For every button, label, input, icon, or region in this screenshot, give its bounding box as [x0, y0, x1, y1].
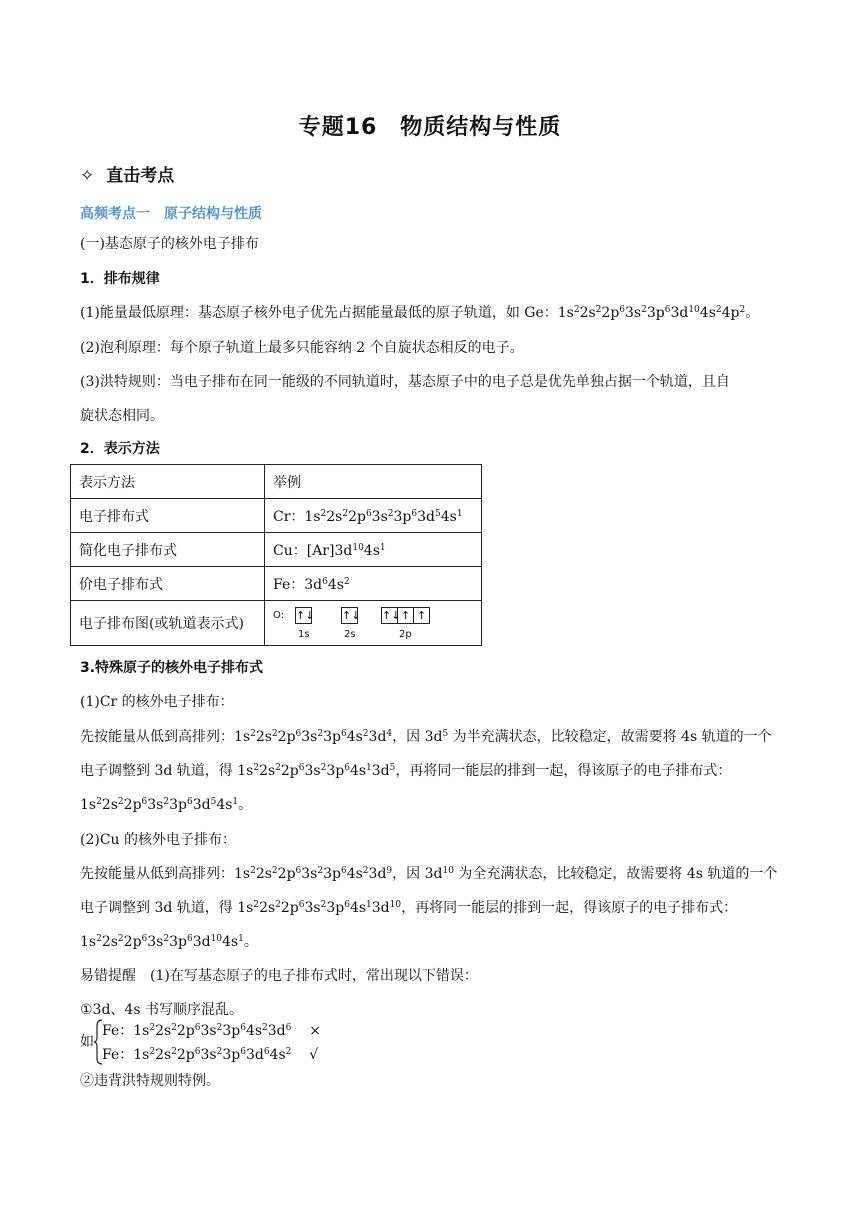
table-cell-method: 电子排布图(或轨道表示式)	[71, 601, 265, 646]
orbital-label-2s: 2s	[344, 629, 356, 640]
rule-hund-line1: (3)洪特规则：当电子排布在同一能级的不同轨道时，基态原子中的电子总是优先单独占据一个轨道，且自	[80, 374, 730, 390]
cu-result: $1s^22s^22p^63s^23p^63d^{10}4s^1$。	[80, 934, 258, 950]
table-cell-example: Cu：$[Ar]3d^{10}4s^1$	[265, 533, 482, 567]
orbital-box-2p-2: ↑	[397, 607, 414, 624]
heading-methods: 2．表示方法	[80, 441, 160, 457]
table-row	[71, 567, 482, 601]
fe-example-brace	[80, 1018, 480, 1066]
error-tip-2: ②违背洪特规则特例。	[80, 1073, 220, 1089]
table-cell-method: 电子排布式	[71, 499, 265, 533]
orbital-box-2p-3: ↑	[413, 607, 430, 624]
cu-paragraph-line1: 先按能量从低到高排列：$1s^22s^22p^63s^23p^64s^23d^9$，因 $3d^{10}$ 为全充满状态，比较稳定，故需要将 4s 轨道的一个	[80, 866, 778, 882]
orbital-label-2p: 2p	[399, 629, 412, 640]
orbital-box-2p-1: ↑↓	[382, 609, 401, 622]
table-header-method: 表示方法	[71, 465, 265, 499]
table-row	[71, 601, 482, 646]
cr-paragraph-line2: 电子调整到 3d 轨道，得 $1s^22s^22p^63s^23p^64s^13d^5$，再将同一能层的排到一起，得该原子的电子排布式：	[80, 763, 732, 779]
wrong-mark: ×	[309, 1023, 321, 1039]
cu-title: (2)Cu 的核外电子排布：	[80, 832, 237, 848]
table-header-example: 举例	[265, 465, 482, 499]
orbital-label-1s: 1s	[298, 629, 310, 640]
cu-paragraph-line2: 电子调整到 3d 轨道，得 $1s^22s^22p^63s^23p^64s^13d^{10}$，再将同一能层的排到一起，得该原子的电子排布式：	[80, 900, 738, 916]
table-cell-example	[265, 601, 482, 646]
cr-paragraph-line1: 先按能量从低到高排列：$1s^22s^22p^63s^23p^64s^23d^4$，因 $3d^5$ 为半充满状态，比较稳定，故需要将 4s 轨道的一个	[80, 729, 772, 745]
orbital-box-1s: ↑↓	[296, 609, 315, 622]
table-row	[71, 465, 482, 499]
cr-result: $1s^22s^22p^63s^23p^63d^54s^1$。	[80, 797, 253, 813]
heading-rules: 1．排布规律	[80, 271, 160, 287]
fe-wrong-config: Fe：$1s^22s^22p^63s^23p^64s^23d^6$ ×	[102, 1023, 321, 1039]
error-tip: 易错提醒 (1)在写基态原子的电子排布式时，常出现以下错误：	[80, 968, 478, 984]
error-tip-1: ①3d、4s 书写顺序混乱。	[80, 1002, 243, 1018]
table-row	[71, 533, 482, 567]
representation-table	[70, 464, 482, 646]
table-cell-method: 价电子排布式	[71, 567, 265, 601]
rule-hund-line2: 旋状态相同。	[80, 408, 164, 424]
orbital-diagram	[273, 603, 473, 643]
table-cell-example: Fe：$3d^64s^2$	[265, 567, 482, 601]
rule-lowest-energy: (1)能量最低原理：基态原子核外电子优先占据能量最低的原子轨道，如 Ge：$1s^22s^22p^63s^23p^63d^{10}4s^24p^2$。	[80, 305, 760, 321]
topic-heading: 高频考点一 原子结构与性质	[80, 206, 262, 222]
rule-pauli: (2)泡利原理：每个原子轨道上最多只能容纳 2 个自旋状态相反的电子。	[80, 340, 524, 356]
subsection-title: (一)基态原子的核外电子排布	[80, 236, 259, 252]
section-label: 直击考点	[106, 166, 175, 186]
cr-title: (1)Cr 的核外电子排布：	[80, 694, 234, 710]
right-mark: √	[309, 1047, 319, 1063]
example-prefix: 如	[80, 1034, 94, 1050]
orbital-element-label: O:	[273, 610, 285, 621]
orbital-box-2s: ↑↓	[342, 609, 361, 622]
sparkle-icon: ✧	[80, 166, 95, 186]
table-cell-method: 简化电子排布式	[71, 533, 265, 567]
section-heading	[80, 161, 174, 186]
table-cell-example: Cr：$1s^22s^22p^63s^23p^63d^54s^1$	[265, 499, 482, 533]
heading-special: 3.特殊原子的核外电子排布式	[80, 660, 264, 676]
table-row	[71, 499, 482, 533]
fe-right-config: Fe：$1s^22s^22p^63s^23p^63d^64s^2$ √	[102, 1047, 319, 1063]
page-title: 专题16 物质结构与性质	[298, 115, 562, 140]
